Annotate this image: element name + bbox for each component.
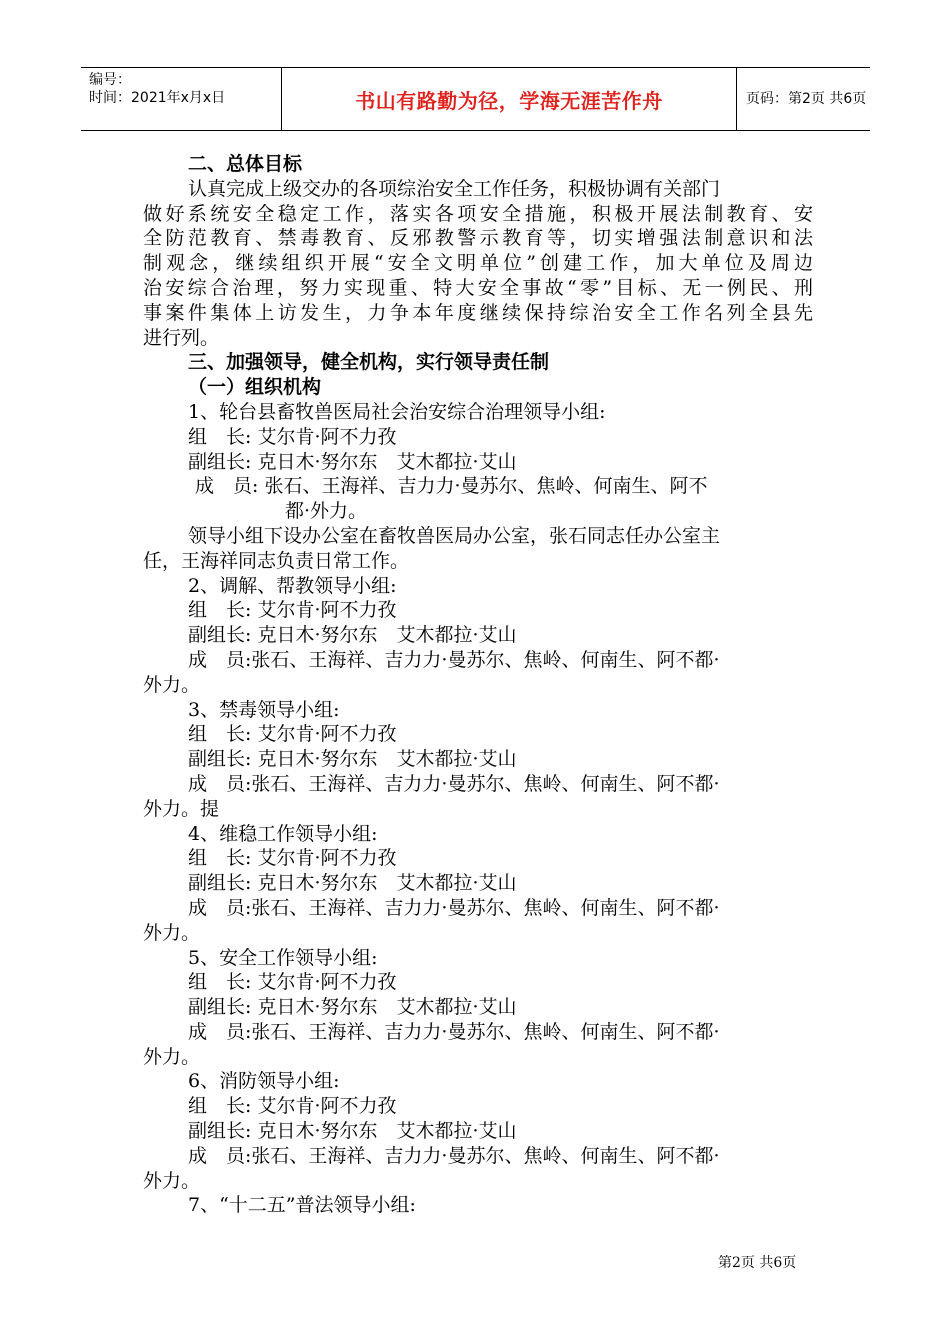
- group-members-line: 成 员:张石、王海祥、吉力力·曼苏尔、焦岭、何南生、阿不都·: [188, 896, 720, 919]
- section-heading: 二、总体目标: [188, 153, 303, 175]
- group-title: 7、“十二五”普法领导小组:: [188, 1194, 416, 1217]
- group-members-continuation: 外力。提: [143, 797, 220, 820]
- document-number-label: 编号：: [89, 72, 131, 88]
- group-members-continuation: 外力。: [143, 1169, 201, 1192]
- header-left-cell: [81, 68, 281, 130]
- page-number-label: 页码：第2页 共6页: [746, 90, 867, 107]
- group-title: 2、调解、帮教领导小组:: [188, 574, 397, 597]
- motto-text: 书山有路勤为径，学海无涯苦作舟: [355, 88, 663, 113]
- paragraph-line: 事案件集体上访发生，力争本年度继续保持综治安全工作名列全县先: [143, 301, 813, 324]
- document-time-label: 时间：2021年x月x日: [89, 90, 226, 106]
- group-leader-line: 组 长: 艾尔肯·阿不力孜: [188, 723, 397, 746]
- header-page-cell: [736, 68, 870, 130]
- group-leader-line: 组 长: 艾尔肯·阿不力孜: [188, 847, 397, 870]
- group-title: 1、轮台县畜牧兽医局社会治安综合治理领导小组:: [188, 400, 606, 423]
- group-members-line: 成 员:张石、王海祥、吉力力·曼苏尔、焦岭、何南生、阿不都·: [188, 648, 720, 671]
- document-body: [143, 152, 813, 1218]
- header-motto-cell: [281, 68, 737, 130]
- group-members-continuation: 外力。: [143, 921, 201, 944]
- group-members-continuation: 都·外力。: [285, 500, 368, 523]
- paragraph-line: 治安综合治理，努力实现重、特大安全事故“零”目标、无一例民、刑: [143, 276, 813, 299]
- group-leader-line: 组 长: 艾尔肯·阿不力孜: [188, 1095, 397, 1118]
- paragraph-line: 认真完成上级交办的各项综治安全工作任务，积极协调有关部门: [188, 177, 721, 200]
- paragraph-line: 全防范教育、禁毒教育、反邪教警示教育等，切实增强法制意识和法: [143, 227, 813, 250]
- group-deputy-line: 副组长: 克日木·努尔东 艾木都拉·艾山: [188, 872, 517, 895]
- group-title: 3、禁毒领导小组:: [188, 698, 340, 721]
- paragraph-line: 领导小组下设办公室在畜牧兽医局办公室，张石同志任办公室主: [188, 524, 721, 547]
- group-deputy-line: 副组长: 克日木·努尔东 艾木都拉·艾山: [188, 1120, 517, 1143]
- group-title: 5、安全工作领导小组:: [188, 946, 378, 969]
- group-members-line: 成 员:张石、王海祥、吉力力·曼苏尔、焦岭、何南生、阿不都·: [188, 1020, 720, 1043]
- group-deputy-line: 副组长: 克日木·努尔东 艾木都拉·艾山: [188, 624, 517, 647]
- group-title: 4、维稳工作领导小组:: [188, 822, 378, 845]
- paragraph-line: 任，王海祥同志负责日常工作。: [143, 549, 410, 572]
- section-heading: 三、加强领导，健全机构，实行领导责任制: [188, 351, 550, 374]
- group-members-line: 成 员:张石、王海祥、吉力力·曼苏尔、焦岭、何南生、阿不都·: [188, 1144, 720, 1167]
- paragraph-line: 制观念，继续组织开展“安全文明单位”创建工作，加大单位及周边: [143, 252, 813, 275]
- group-members-line: 成 员:张石、王海祥、吉力力·曼苏尔、焦岭、何南生、阿不都·: [188, 772, 720, 795]
- group-deputy-line: 副组长: 克日木·努尔东 艾木都拉·艾山: [188, 996, 517, 1019]
- group-leader-line: 组 长: 艾尔肯·阿不力孜: [188, 971, 397, 994]
- group-members-line: 成 员: 张石、王海祥、吉力力·曼苏尔、焦岭、何南生、阿不: [195, 475, 708, 498]
- group-members-continuation: 外力。: [143, 673, 201, 696]
- group-title: 6、消防领导小组:: [188, 1070, 340, 1093]
- page-footer: 第2页 共6页: [718, 1255, 797, 1271]
- group-leader-line: 组 长: 艾尔肯·阿不力孜: [188, 599, 397, 622]
- header-table: [81, 67, 870, 131]
- group-members-continuation: 外力。: [143, 1045, 201, 1068]
- group-deputy-line: 副组长: 克日木·努尔东 艾木都拉·艾山: [188, 748, 517, 771]
- subsection-heading: （一）组织机构: [188, 376, 322, 399]
- paragraph-line: 进行列。: [143, 326, 220, 349]
- group-deputy-line: 副组长: 克日木·努尔东 艾木都拉·艾山: [188, 450, 517, 473]
- group-leader-line: 组 长: 艾尔肯·阿不力孜: [188, 425, 397, 448]
- paragraph-line: 做好系统安全稳定工作，落实各项安全措施，积极开展法制教育、安: [143, 202, 813, 225]
